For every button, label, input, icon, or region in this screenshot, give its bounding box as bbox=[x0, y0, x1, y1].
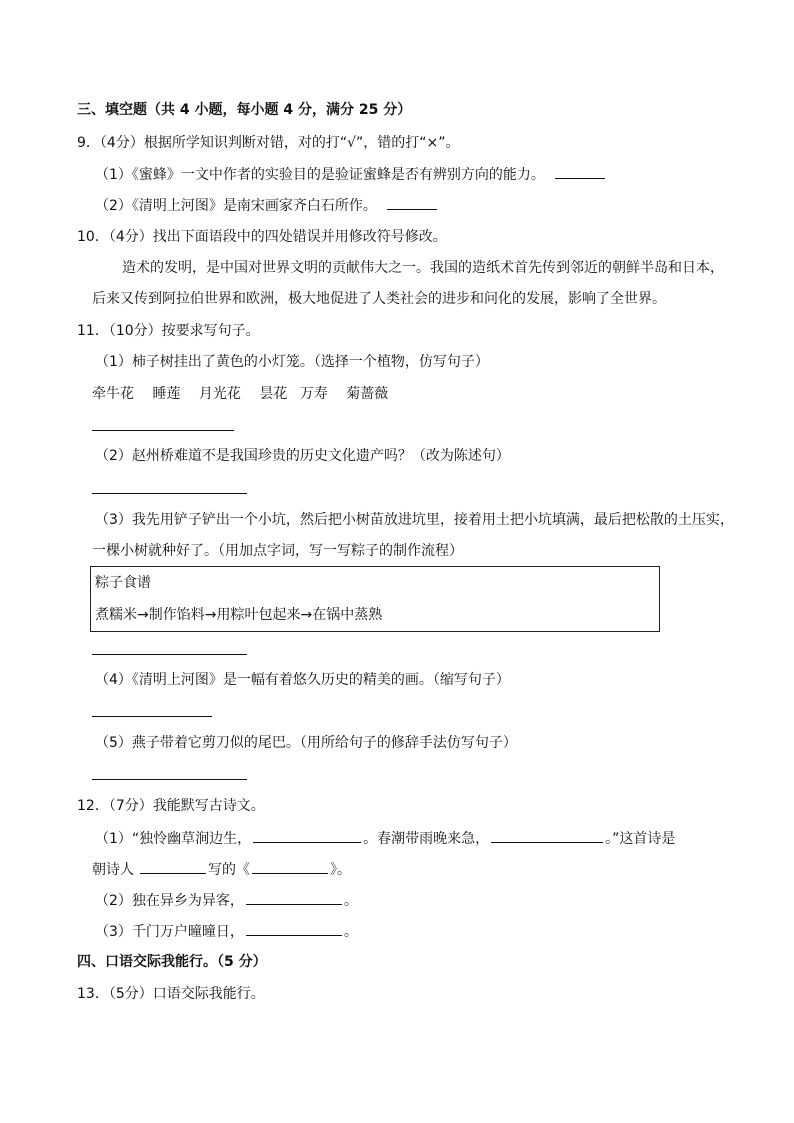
question-10-stem: 10．（4分）找出下面语段中的四处错误并用修改符号修改。 bbox=[77, 229, 447, 245]
question-9-item-1: （1）《蜜蜂》一文中作者的实验目的是验证蜜蜂是否有辨别方向的能力。 bbox=[95, 164, 607, 185]
plant-option: 睡莲 bbox=[152, 386, 181, 402]
question-11-item-2: （2）赵州桥难道不是我国珍贵的历史文化遗产吗？（改为陈述句） bbox=[95, 448, 510, 464]
plant-option: 月光花 bbox=[198, 386, 241, 402]
plant-option: 菊蔷薇 bbox=[346, 386, 389, 402]
question-11-item-4: （4）《清明上河图》是一幅有着悠久历史的精美的画。（缩写句子） bbox=[95, 672, 510, 688]
answer-line[interactable] bbox=[92, 716, 212, 717]
section-4-title: 四、口语交际我能行。（5 分） bbox=[77, 954, 267, 970]
recipe-box bbox=[90, 566, 660, 632]
question-13-stem: 13．（5分）口语交际我能行。 bbox=[77, 986, 265, 1002]
plant-option: 牵牛花 bbox=[92, 386, 134, 402]
answer-line[interactable] bbox=[92, 493, 247, 494]
answer-blank[interactable] bbox=[246, 921, 342, 936]
question-12-item-1-line-1: （1）“独怜幽草涧边生， 。春潮带雨晚来急， 。”这首诗是 bbox=[95, 828, 675, 849]
question-11-item-5: （5）燕子带着它剪刀似的尾巴。（用所给句子的修辞手法仿写句子） bbox=[95, 735, 517, 751]
recipe-title: 粽子食谱 bbox=[95, 575, 151, 591]
answer-line[interactable] bbox=[92, 779, 247, 780]
question-10-passage-line-1: 造术的发明，是中国对世界文明的贡献伟大之一。我国的造纸术首先传到邻近的朝鲜半岛和日本， bbox=[122, 260, 724, 276]
answer-blank[interactable] bbox=[140, 859, 206, 874]
question-9-item-2: （2）《清明上河图》是南宋画家齐白石所作。 bbox=[95, 195, 439, 216]
answer-line[interactable] bbox=[92, 654, 247, 655]
question-12-item-2: （2）独在异乡为异客， 。 bbox=[95, 890, 358, 911]
plant-option: 万寿 bbox=[299, 386, 328, 402]
question-12-stem: 12．（7分）我能默写古诗文。 bbox=[77, 798, 265, 814]
recipe-steps: 煮糯米→制作馅料→用粽叶包起来→在锅中蒸熟 bbox=[95, 607, 383, 623]
answer-line[interactable] bbox=[92, 430, 234, 431]
question-11-stem: 11．（10分）按要求写句子。 bbox=[77, 323, 260, 339]
question-9-stem: 9．（4分）根据所学知识判断对错，对的打“√”，错的打“×”。 bbox=[77, 135, 460, 151]
answer-blank[interactable] bbox=[555, 164, 605, 179]
answer-blank[interactable] bbox=[253, 828, 361, 843]
answer-blank[interactable] bbox=[387, 195, 437, 210]
answer-blank[interactable] bbox=[252, 859, 328, 874]
section-3-title: 三、填空题（共 4 小题，每小题 4 分，满分 25 分） bbox=[77, 102, 412, 118]
plant-option: 昙花 bbox=[259, 386, 288, 402]
question-11-item-3-line-1: （3）我先用铲子铲出一个小坑，然后把小树苗放进坑里，接着用土把小坑填满，最后把松散的土压实， bbox=[95, 512, 734, 528]
answer-blank[interactable] bbox=[491, 828, 603, 843]
question-12-item-1-line-2: 朝诗人 写的《 》。 bbox=[92, 859, 351, 880]
question-11-item-1: （1）柿子树挂出了黄色的小灯笼。（选择一个植物，仿写句子） bbox=[95, 354, 489, 370]
question-11-item-3-line-2: 一棵小树就种好了。（用加点字词，写一写粽子的制作流程） bbox=[92, 543, 463, 559]
question-12-item-3: （3）千门万户曈曈日， 。 bbox=[95, 921, 358, 942]
answer-blank[interactable] bbox=[246, 890, 342, 905]
plant-options bbox=[92, 384, 388, 404]
question-10-passage-line-2: 后来又传到阿拉伯世界和欧洲，极大地促进了人类社会的进步和问化的发展，影响了全世界。 bbox=[92, 291, 666, 307]
